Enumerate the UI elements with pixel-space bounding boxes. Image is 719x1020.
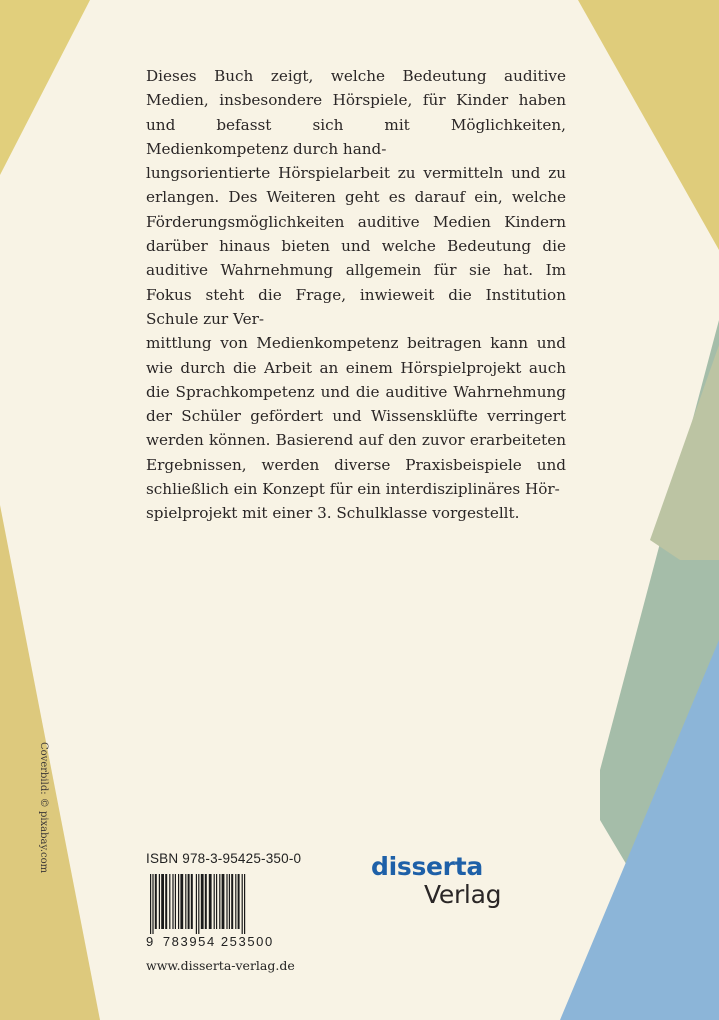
barcode-bar: [229, 874, 230, 929]
barcode-bar: [238, 874, 240, 929]
barcode-bar: [178, 874, 179, 929]
publisher-website: www.disserta-verlag.de: [146, 958, 295, 973]
barcode-digits-group-1: 783954: [162, 934, 216, 949]
barcode-bar: [201, 874, 204, 929]
barcode-bar: [161, 874, 164, 929]
barcode-bar: [172, 874, 173, 929]
barcode-bar: [231, 874, 233, 929]
barcode-bar: [214, 874, 215, 929]
publisher-logo: [371, 853, 501, 909]
barcode-bar: [196, 874, 197, 934]
blurb-line-3: mittlung von Medienkompetenz beitragen kann und wie durch die Arbeit an einem Hörspielprojekt auch die Sprachkompetenz und die auditive Wahrnehmung der Schüler gefördert und Wissensklüfte verringert werden können. Basierend auf den zuvor erarbeiteten Ergebnissen, werden diverse Praxisbeispiele und schließlich ein Konzept für ein interdisziplinäres Hör-: [146, 334, 566, 499]
barcode-bar: [242, 874, 243, 934]
barcode-bar: [216, 874, 217, 929]
blurb-line-4: spielprojekt mit einer 3. Schulklasse vorgestellt.: [146, 504, 520, 523]
logo-disserta: disserta: [371, 852, 483, 881]
isbn-barcode: [146, 874, 296, 934]
barcode-digits-group-2: 253500: [220, 934, 274, 949]
barcode-bar: [165, 874, 167, 929]
barcode-bar: [188, 874, 190, 929]
barcode-bar: [185, 874, 186, 929]
barcode-digits: [146, 934, 296, 949]
barcode-bar: [226, 874, 227, 929]
cover-image-credit: Coverbild: © pixabay.com: [38, 742, 49, 874]
barcode-bar: [235, 874, 236, 929]
barcode-bar: [191, 874, 193, 929]
barcode-bar: [180, 874, 183, 929]
barcode-bar: [150, 874, 151, 934]
barcode-bar: [159, 874, 160, 929]
blurb-line-1: Dieses Buch zeigt, welche Bedeutung auditive Medien, insbesondere Hörspiele, für Kinder haben und befasst sich mit Möglichkeiten, Medienkompetenz durch hand-: [146, 67, 566, 158]
blurb-line-2: lungsorientierte Hörspielarbeit zu vermitteln und zu erlangen. Des Weiteren geht es darauf ein, welche Förderungsmöglichkeiten auditive Medien Kindern darüber hinaus bieten und welche Bedeutung die auditive Wahrnehmung allgemein für sie hat. Im Fokus steht die Frage, inwieweit die Institution Schule zur Ver-: [146, 164, 566, 328]
barcode-digit-lead: 9: [146, 934, 155, 949]
logo-verlag: Verlag: [424, 880, 502, 909]
barcode-bar: [198, 874, 199, 934]
blurb-text: [146, 64, 566, 526]
barcode-bar: [152, 874, 153, 934]
isbn-label: ISBN 978-3-95425-350-0: [146, 851, 302, 866]
barcode-bar: [205, 874, 207, 929]
barcode-bar: [244, 874, 245, 934]
barcode-bar: [222, 874, 225, 929]
barcode-bar: [169, 874, 170, 929]
barcode-bar: [155, 874, 157, 929]
barcode-bar: [209, 874, 212, 929]
barcode-bar: [219, 874, 220, 929]
barcode-bar: [175, 874, 176, 929]
